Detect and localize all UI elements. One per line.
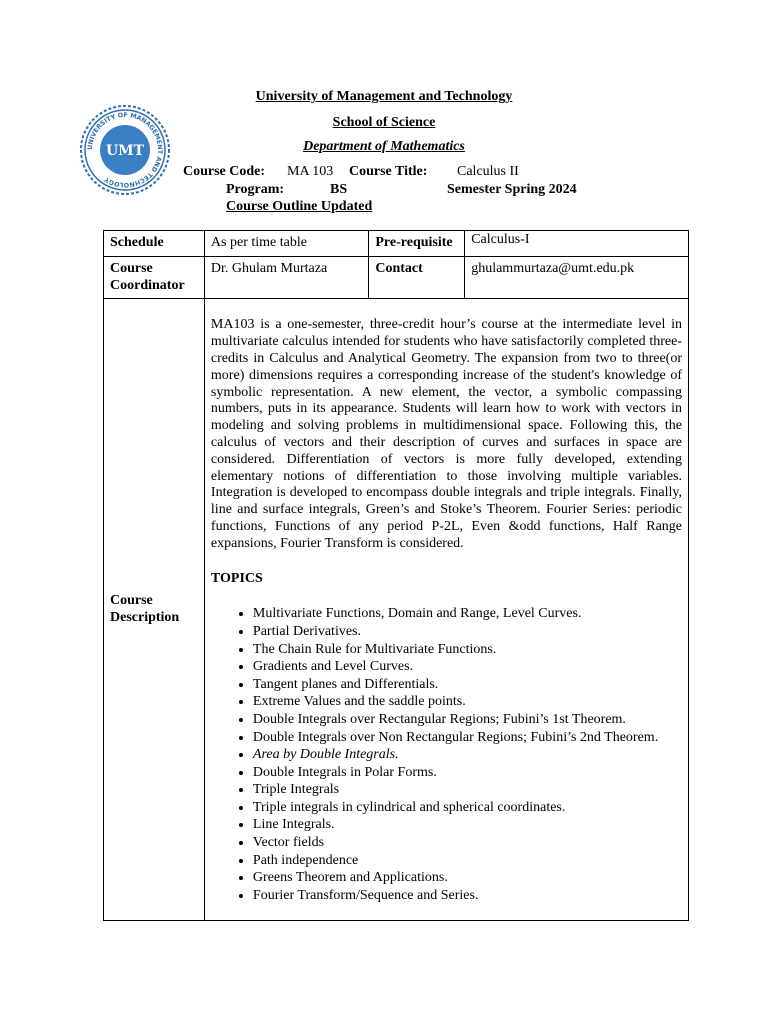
prereq-value: Calculus-I	[465, 231, 689, 257]
description-label	[104, 299, 205, 921]
outline-status: Course Outline Updated	[226, 199, 373, 214]
list-item: • Fourier Transform/Sequence and Series.	[253, 887, 682, 905]
list-item: • Triple Integrals	[253, 781, 682, 799]
prereq-label: Pre-requisite	[369, 231, 465, 257]
list-item: • Extreme Values and the saddle points.	[253, 693, 682, 711]
topics-list	[211, 605, 682, 904]
contact-value: ghulammurtaza@umt.edu.pk	[465, 256, 689, 299]
school-title: School of Science	[332, 115, 436, 130]
program-label: Program:	[226, 182, 285, 197]
list-item: • Triple integrals in cylindrical and spherical coordinates.	[253, 799, 682, 817]
list-item: • Vector fields	[253, 834, 682, 852]
university-title: University of Management and Technology	[255, 89, 513, 104]
description-label-line2: Description	[110, 609, 180, 625]
course-description-text: MA103 is a one-semester, three-credit hour’s course at the intermediate level in multivariate calculus intended for students who have satisfactorily completed three-credits in Calculus and Analytical Geometry. The expansion from two to three(or more) dimensions requires a corresponding increase of the student's knowledge of symbolic representation. A new element, the vector, a symbolic compassing numbers, puts in its appearance. Students will learn how to work with vectors in modeling and solving problems in multidimensional space. Following this, the calculus of vectors and their description of curves and surfaces in space are considered. Differentiation of vectors is more fully developed, extending elementary notions of differentiation to those involving multiple variables. Integration is developed to encompass double integrals and triple integrals. Finally, line and surface integrals, Green’s and Stoke’s Theorem. Fourier Series: periodic functions, Functions of any period P-2L, Even &odd functions, Half Range expansions, Fourier Transform is considered.	[210, 317, 682, 551]
list-item: • Gradients and Level Curves.	[253, 658, 682, 676]
program-value: BS	[330, 182, 348, 197]
coordinator-label	[104, 256, 205, 299]
department-title: Department of Mathematics	[303, 139, 465, 154]
list-item: • Greens Theorem and Applications.	[253, 869, 682, 887]
list-item: • Multivariate Functions, Domain and Range, Level Curves.	[253, 605, 682, 623]
course-outline-table	[103, 230, 689, 921]
contact-label: Contact	[369, 256, 465, 299]
list-item: • Area by Double Integrals.	[253, 746, 682, 764]
list-item: • Double Integrals over Non Rectangular Regions; Fubini’s 2nd Theorem.	[253, 729, 682, 747]
list-item: • The Chain Rule for Multivariate Functions.	[253, 641, 682, 659]
course-title-value: Calculus II	[457, 164, 519, 179]
course-title-label: Course Title:	[349, 164, 428, 179]
list-item: • Tangent planes and Differentials.	[253, 676, 682, 694]
course-code-value: MA 103	[287, 164, 334, 179]
coordinator-row	[104, 256, 689, 299]
topics-heading: TOPICS	[210, 570, 263, 586]
list-item: • Double Integrals in Polar Forms.	[253, 764, 682, 782]
description-label-line1: Course	[110, 593, 153, 609]
schedule-value: As per time table	[204, 231, 368, 257]
logo-ring-text: UNIVERSITY OF MANAGEMENT AND TECHNOLOGY	[86, 111, 164, 189]
list-item: • Path independence	[253, 852, 682, 870]
description-cell	[204, 299, 688, 921]
coordinator-label-line2: Coordinator	[110, 277, 185, 293]
coordinator-label-line1: Course	[110, 260, 153, 276]
list-item: • Partial Derivatives.	[253, 623, 682, 641]
description-row	[104, 299, 689, 921]
course-code-label: Course Code:	[183, 164, 266, 179]
schedule-label: Schedule	[104, 231, 205, 257]
logo-center-text: UMT	[105, 143, 145, 159]
schedule-row	[104, 231, 689, 257]
semester-value: Semester Spring 2024	[447, 182, 577, 197]
list-item: • Line Integrals.	[253, 816, 682, 834]
list-item: • Double Integrals over Rectangular Regions; Fubini’s 1st Theorem.	[253, 711, 682, 729]
coordinator-value: Dr. Ghulam Murtaza	[204, 256, 368, 299]
